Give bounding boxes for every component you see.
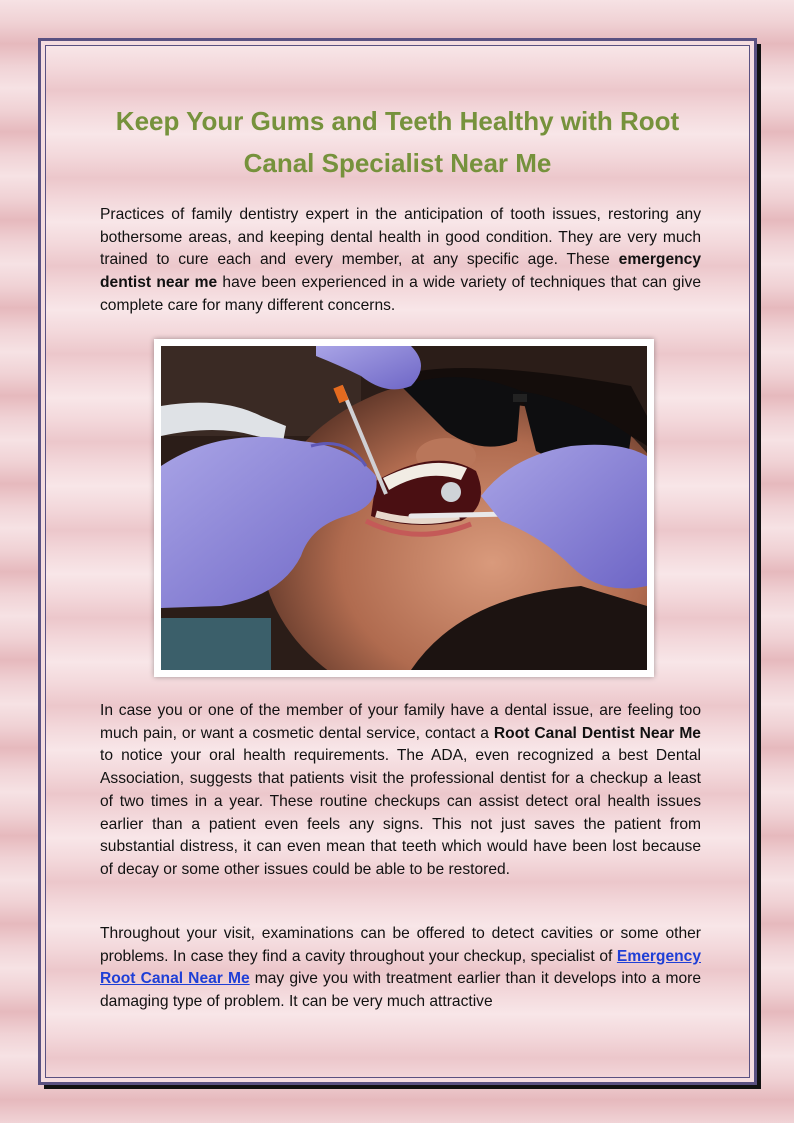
paragraph-2-text-a: In case you or one of the member of your family have a dental issue, are feeling too much pain, or want a cosmetic dental service, contact a	[100, 702, 701, 742]
emergency-root-canal-link[interactable]: Emergency Root Canal Near Me	[100, 947, 701, 988]
page-title: Keep Your Gums and Teeth Healthy with Root Canal Specialist Near Me	[115, 106, 680, 178]
paragraph-3	[100, 923, 701, 1014]
paragraph-2	[100, 700, 701, 882]
keyword-emergency-dentist: emergency dentist near me	[100, 251, 701, 292]
dental-procedure-illustration	[161, 346, 647, 670]
keyword-root-canal-dentist: Root Canal Dentist Near Me	[493, 724, 701, 742]
patient-bib	[161, 618, 271, 670]
page-content	[45, 45, 750, 1078]
dental-photo	[154, 339, 654, 677]
paragraph-1	[100, 204, 701, 318]
paragraph-3-text-b: may give you with treatment earlier than it develops into a more damaging type of problem. It can be very much attractive	[100, 970, 701, 1011]
paragraph-3-text-a: Throughout your visit, examinations can be offered to detect cavities or some other problems. In case they find a cavity throughout your checkup, specialist of	[100, 925, 701, 965]
page-frame	[38, 38, 757, 1085]
paragraph-2-text-b: to notice your oral health requirements. The ADA, even recognized a best Dental Association, suggests that patients visit the professional dentist for a checkup a least of two times in a year. These routine checkups can assist detect oral health issues earlier than a patient even feels any signs. This not just saves the patient from substantial distress, it can even mean that teeth which would have been lost because of decay or some other issues could be able to be restored.	[100, 747, 701, 878]
paragraph-1-text-b: have been experienced in a wide variety of techniques that can give complete care for many different concerns.	[100, 274, 701, 314]
paragraph-1-text-a: Practices of family dentistry expert in the anticipation of tooth issues, restoring any bothersome areas, and keeping dental health in good condition. They are very much trained to cure each and every member, at any specific age. These	[100, 206, 701, 269]
